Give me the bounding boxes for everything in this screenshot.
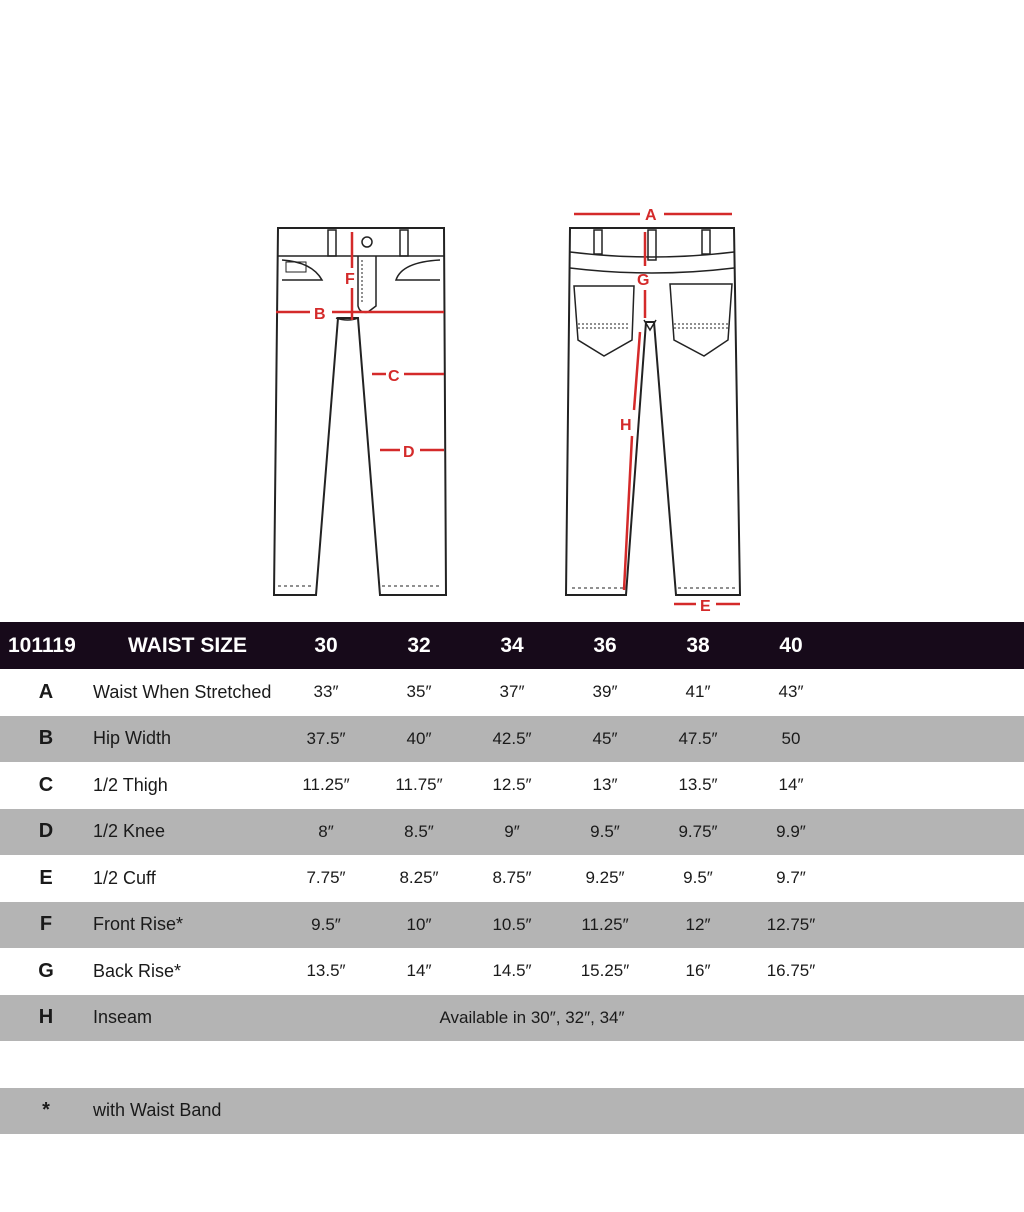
row-value: 9.7″	[776, 868, 806, 888]
row-value: 41″	[685, 682, 711, 702]
size-chart-table	[0, 622, 1024, 1134]
row-value: 50	[781, 728, 801, 748]
row-value: 8″	[318, 821, 334, 841]
row-value: 10.5″	[492, 914, 532, 934]
row-value: 12.5″	[492, 775, 532, 795]
row-name: 1/2 Cuff	[93, 867, 156, 888]
row-value: 12″	[685, 914, 711, 934]
diagram-label-g: G	[637, 272, 650, 289]
diagram-label-d: D	[403, 444, 415, 461]
footnote-row	[0, 1088, 1024, 1135]
style-code: 101119	[8, 633, 76, 657]
diagram-label-h: H	[620, 417, 632, 434]
row-name: Front Rise*	[93, 914, 184, 935]
row-value: 9.5″	[311, 914, 341, 934]
table-row	[0, 855, 1024, 902]
row-name: Hip Width	[93, 728, 172, 749]
row-value: 9.5″	[683, 868, 713, 888]
table-header-row	[0, 622, 1024, 669]
waist-size-header: WAIST SIZE	[128, 633, 248, 657]
row-value: 16.75″	[766, 961, 816, 981]
row-value: 42.5″	[492, 728, 532, 748]
back-view-jeans	[566, 228, 740, 595]
size-header: 36	[593, 633, 617, 657]
row-letter: F	[39, 913, 53, 936]
row-name: 1/2 Thigh	[93, 774, 168, 795]
diagram-label-a: A	[645, 207, 657, 224]
size-header: 38	[686, 633, 710, 657]
size-header: 34	[500, 633, 524, 657]
diagram-label-c: C	[388, 368, 400, 385]
footnote-symbol: *	[42, 1099, 50, 1122]
row-value: 7.75″	[306, 868, 346, 888]
row-value: 9″	[504, 821, 520, 841]
footnote-text: with Waist Band	[93, 1100, 222, 1121]
table-spacer	[0, 1041, 1024, 1088]
row-value: 13.5″	[306, 961, 346, 981]
row-value: 45″	[592, 728, 618, 748]
row-name: Back Rise*	[93, 960, 182, 981]
row-value: 9.75″	[678, 821, 718, 841]
row-letter: B	[38, 727, 54, 750]
inseam-availability: Available in 30″, 32″, 34″	[439, 1007, 625, 1027]
row-value: 33″	[313, 682, 339, 702]
size-header: 30	[314, 633, 338, 657]
table-row	[0, 948, 1024, 995]
row-value: 9.25″	[585, 868, 625, 888]
row-letter: C	[38, 773, 54, 796]
row-value: 9.9″	[776, 821, 806, 841]
table-row	[0, 762, 1024, 809]
row-value: 13″	[592, 775, 618, 795]
row-value: 14.5″	[492, 961, 532, 981]
front-view-jeans	[274, 228, 446, 595]
diagram-label-f: F	[345, 271, 355, 288]
table-row	[0, 809, 1024, 856]
table-row	[0, 669, 1024, 716]
size-header: 40	[779, 633, 803, 657]
diagram-label-b: B	[314, 306, 326, 323]
row-name: Waist When Stretched	[93, 681, 272, 702]
table-row	[0, 902, 1024, 949]
row-letter: E	[39, 866, 53, 889]
row-value: 12.75″	[766, 914, 816, 934]
row-letter: H	[38, 1006, 54, 1029]
row-value: 40″	[406, 728, 432, 748]
table-row	[0, 716, 1024, 763]
row-value: 37″	[499, 682, 525, 702]
row-name: 1/2 Knee	[93, 821, 166, 842]
row-value: 14″	[778, 775, 804, 795]
row-letter: D	[38, 820, 54, 843]
row-letter: G	[38, 959, 54, 982]
row-value: 8.5″	[404, 821, 434, 841]
row-name: Inseam	[93, 1007, 153, 1028]
row-value: 8.25″	[399, 868, 439, 888]
row-value: 43″	[778, 682, 804, 702]
row-value: 11.75″	[395, 775, 443, 795]
row-value: 47.5″	[678, 728, 718, 748]
row-value: 14″	[406, 961, 432, 981]
row-value: 10″	[406, 914, 432, 934]
row-letter: A	[38, 680, 54, 703]
row-value: 9.5″	[590, 821, 620, 841]
row-value: 15.25″	[580, 961, 630, 981]
row-value: 13.5″	[678, 775, 718, 795]
table-row	[0, 995, 1024, 1042]
row-value: 37.5″	[306, 728, 346, 748]
row-value: 8.75″	[492, 868, 532, 888]
row-value: 11.25″	[581, 914, 629, 934]
size-header: 32	[407, 633, 431, 657]
row-value: 35″	[406, 682, 432, 702]
row-value: 39″	[592, 682, 618, 702]
row-value: 11.25″	[302, 775, 350, 795]
diagram-label-e: E	[700, 598, 711, 615]
row-value: 16″	[685, 961, 711, 981]
